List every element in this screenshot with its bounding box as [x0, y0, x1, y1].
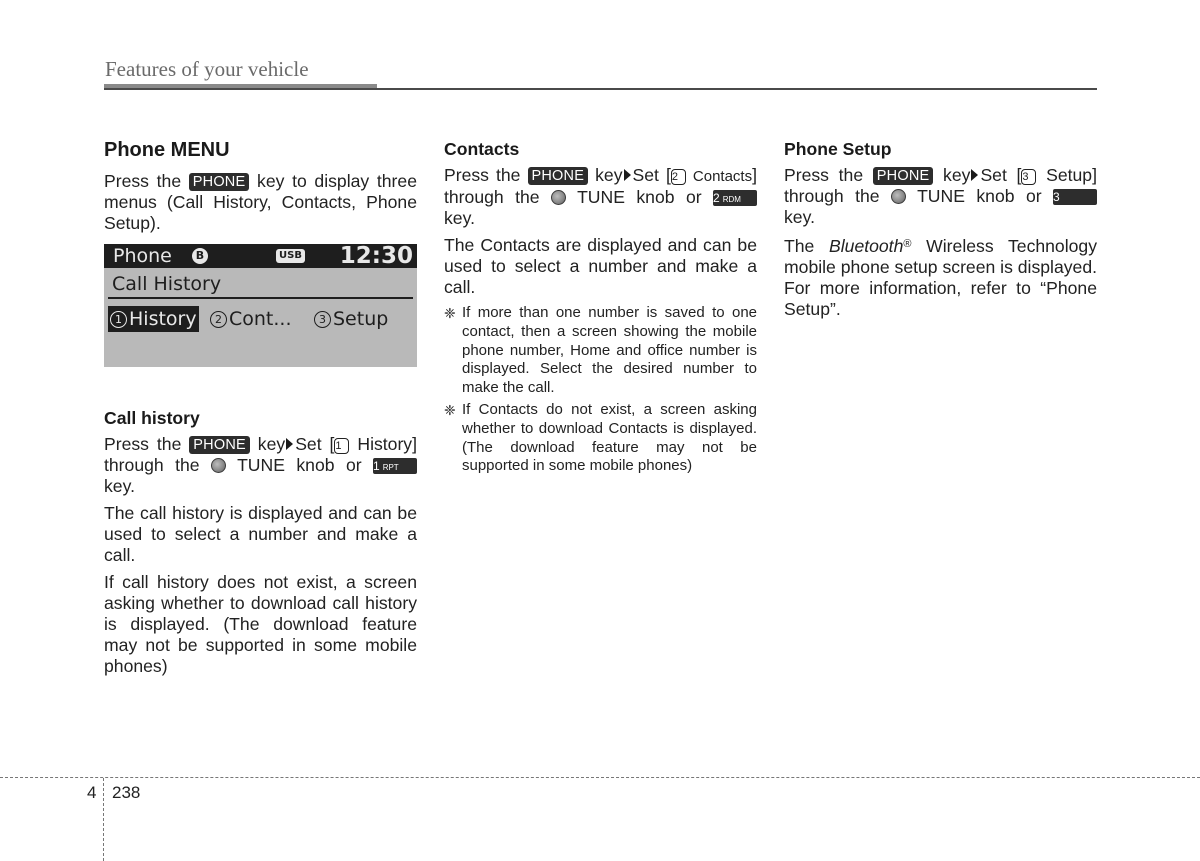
phone-key: PHONE — [528, 167, 589, 185]
screen-tab-history: 1 History — [108, 306, 199, 332]
phone-menu-intro: Press the PHONE key to display three menus (Call History, Contacts, Phone Setup). — [104, 171, 417, 233]
phone-key: PHONE — [873, 167, 934, 185]
usb-icon: USB — [276, 249, 305, 263]
column-phone-menu — [104, 138, 417, 683]
contacts-desc: The Contacts are displayed and can be used to select a number and make a call. — [444, 235, 757, 297]
phone-screen-illustration — [104, 244, 417, 367]
tune-knob-icon — [891, 189, 906, 204]
call-history-instructions: Press the PHONE key Set [1 History] through the TUNE knob or 1 RPT key. — [104, 434, 417, 496]
screen-tab-contacts: 2 Cont... — [210, 306, 292, 332]
section-heading-call-history: Call history — [104, 408, 200, 428]
key-3: 3 — [1053, 189, 1097, 205]
note-marker-icon: ❈ — [444, 401, 456, 418]
number-1-icon: 1 — [334, 438, 349, 454]
screen-subtitle: Call History — [112, 273, 222, 295]
phone-setup-instructions: Press the PHONE key Set [3 Setup] through the TUNE knob or 3 key. — [784, 165, 1097, 227]
page-header-title: Features of your vehicle — [105, 57, 309, 81]
key-1-rpt: 1 RPT — [373, 458, 417, 474]
bluetooth-icon: B — [192, 248, 208, 264]
tune-knob-icon — [551, 190, 566, 205]
section-heading-phone-setup: Phone Setup — [784, 139, 892, 159]
number-3-icon: 3 — [1021, 169, 1036, 185]
note-marker-icon: ❈ — [444, 305, 456, 321]
contacts-note-2: ❈ If Contacts do not exist, a screen asking whether to download Contacts is displayed. (The download feature may not be supported in some mobile phones) — [444, 400, 757, 475]
screen-tab-setup: 3 Setup — [314, 306, 388, 332]
contacts-note-1: ❈ If more than one number is saved to one contact, then a screen showing the mobile phone number, Home and office number is displayed. Select the desired number to make the call. — [444, 304, 757, 397]
arrow-right-icon — [971, 169, 978, 181]
screen-title: Phone — [113, 245, 172, 267]
phone-key: PHONE — [189, 173, 250, 191]
contacts-instructions: Press the PHONE key Set [2 Contacts] through the TUNE knob or 2 RDM key. — [444, 165, 757, 228]
header-rule — [104, 88, 1097, 90]
call-history-note: If call history does not exist, a screen asking whether to download call history is displayed. (The download feature may not be supported in some mobile phones) — [104, 572, 417, 676]
footer-rule — [0, 777, 1200, 778]
key-2-rdm: 2 RDM — [713, 190, 757, 206]
chapter-number: 4 — [87, 783, 97, 802]
page-number: 238 — [112, 783, 141, 802]
footer-margin-rule — [103, 778, 104, 861]
section-heading-phone-menu: Phone MENU — [104, 139, 230, 161]
phone-setup-desc: The Bluetooth® Wireless Technology mobile phone setup screen is displayed. For more information, refer to “Phone Setup”. — [784, 236, 1097, 319]
arrow-right-icon — [286, 438, 293, 450]
tune-knob-icon — [211, 458, 226, 473]
section-heading-contacts: Contacts — [444, 139, 520, 159]
call-history-desc: The call history is displayed and can be used to select a number and make a call. — [104, 503, 417, 565]
column-phone-setup — [784, 138, 1097, 326]
arrow-right-icon — [624, 169, 631, 181]
number-2-icon: 2 — [671, 169, 686, 185]
screen-clock: 12:30 — [339, 243, 413, 269]
phone-key: PHONE — [189, 436, 250, 454]
column-contacts — [444, 138, 757, 479]
screen-divider — [108, 297, 413, 299]
